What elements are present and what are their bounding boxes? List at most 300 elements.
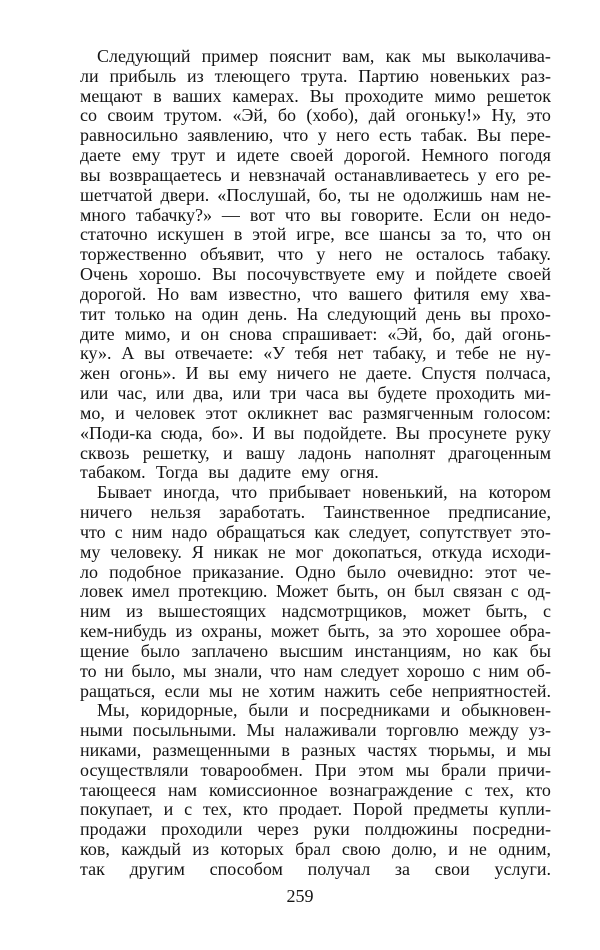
- text-line: [80, 662, 551, 682]
- word: шансы: [379, 224, 431, 245]
- word: трутом.: [164, 105, 223, 126]
- word: не: [338, 363, 357, 384]
- word: вы: [80, 164, 101, 185]
- word: что: [80, 521, 106, 542]
- text-line: [80, 206, 551, 226]
- word: охраны,: [201, 621, 262, 642]
- word: за: [378, 621, 394, 642]
- word: останавливаетесь: [334, 164, 469, 185]
- word: будете: [377, 383, 427, 404]
- word: с: [464, 779, 473, 800]
- word: со: [80, 105, 97, 126]
- word: долю,: [391, 839, 437, 860]
- word: торжественно: [80, 244, 187, 265]
- word: час,: [117, 383, 147, 404]
- word: вам,: [342, 46, 375, 66]
- word: и: [448, 839, 458, 860]
- word: и: [440, 700, 451, 721]
- word: этой: [252, 224, 287, 245]
- word: из: [192, 839, 210, 860]
- word: он: [532, 224, 551, 245]
- word: ему: [376, 264, 405, 285]
- word: налаживали: [284, 720, 377, 741]
- word: нельзя: [150, 502, 201, 523]
- word: каждый: [121, 839, 181, 860]
- word: дорогой.: [344, 145, 411, 166]
- text-line: [80, 622, 551, 642]
- word: никак: [213, 541, 259, 562]
- word: посредни-: [472, 819, 551, 840]
- text-line: [80, 265, 551, 285]
- word: Порой: [352, 799, 403, 820]
- word: Следующий: [97, 46, 191, 66]
- word: раз-: [520, 65, 551, 86]
- word: Если: [433, 204, 471, 225]
- word: него: [338, 244, 373, 265]
- word: посочувствуете: [246, 264, 366, 285]
- word: докопаться,: [333, 541, 423, 562]
- word: искушен: [157, 224, 224, 245]
- word: нам: [490, 184, 520, 205]
- text-line: [80, 106, 551, 126]
- word: статочно: [80, 224, 148, 245]
- word: идете: [236, 145, 280, 166]
- word: дите: [80, 323, 115, 344]
- word: уз-: [528, 720, 551, 741]
- word: и: [436, 343, 447, 364]
- word: заработать.: [218, 502, 306, 523]
- word: ним: [80, 601, 111, 622]
- word: или: [232, 383, 261, 404]
- word: табачку?»: [135, 204, 212, 225]
- word: продажи: [80, 819, 147, 840]
- word: Мы: [246, 720, 275, 741]
- word: он: [480, 204, 500, 225]
- word: из: [187, 65, 204, 86]
- word: мог: [295, 541, 324, 562]
- word: Таинственное: [323, 502, 430, 523]
- word: и: [180, 323, 191, 344]
- word: покупает,: [80, 799, 153, 820]
- word: был: [414, 581, 445, 602]
- word: в: [233, 224, 243, 245]
- text-line: [80, 503, 551, 523]
- word: это: [526, 105, 551, 126]
- word: ре-: [528, 164, 551, 185]
- word: размягченным: [362, 402, 474, 423]
- word: так: [80, 858, 105, 879]
- word: два,: [193, 383, 224, 404]
- paragraph: [80, 483, 551, 701]
- word: посредниками: [319, 700, 430, 721]
- word: день.: [247, 303, 288, 324]
- word: табаку,: [373, 343, 427, 364]
- word: не: [498, 343, 517, 364]
- word: хотим: [268, 680, 315, 701]
- word: хорошее: [435, 621, 501, 642]
- word: Тогда: [155, 462, 199, 483]
- word: мимо,: [124, 323, 171, 344]
- word: отвечаете:: [174, 343, 254, 364]
- text-line: [80, 543, 551, 563]
- word: од-: [527, 581, 551, 602]
- word: игре,: [296, 224, 335, 245]
- word: проходить: [435, 383, 515, 404]
- word: «Послушай,: [217, 184, 311, 205]
- word: дорогой.: [80, 283, 147, 304]
- word: объявит,: [199, 244, 265, 265]
- word: тюрьмы,: [428, 739, 496, 760]
- word: мы: [527, 739, 551, 760]
- word: вашу: [245, 442, 286, 463]
- word: ловек: [80, 581, 124, 602]
- word: свою: [341, 839, 381, 860]
- word: камерах.: [232, 85, 299, 106]
- word: осталось: [416, 244, 485, 265]
- word: связан: [452, 581, 503, 602]
- word: ло: [80, 561, 98, 582]
- word: Мы,: [97, 700, 130, 721]
- word: бо».: [211, 422, 244, 443]
- word: и: [230, 164, 240, 185]
- body-text: [80, 47, 551, 880]
- word: мы: [405, 759, 430, 780]
- text-line: [80, 424, 551, 444]
- word: ему: [238, 363, 268, 384]
- word: следующий: [327, 303, 417, 324]
- word: с: [472, 660, 481, 681]
- word: мы: [182, 660, 207, 681]
- word: было: [346, 561, 387, 582]
- word: мещают: [80, 85, 143, 106]
- word: но: [462, 640, 482, 661]
- word: сквозь: [80, 442, 130, 463]
- word: даете.: [366, 363, 412, 384]
- word: проходили: [161, 819, 243, 840]
- word: надо: [171, 521, 208, 542]
- word: вы: [470, 303, 492, 324]
- word: не: [241, 680, 260, 701]
- text-line: [80, 87, 551, 107]
- word: подойдете.: [303, 422, 387, 443]
- word: тит: [80, 303, 106, 324]
- word: заявлению,: [187, 125, 274, 146]
- word: погодя: [499, 145, 551, 166]
- word: просунете: [428, 422, 507, 443]
- word: ты: [349, 184, 370, 205]
- word: другим: [129, 858, 185, 879]
- word: щение: [80, 640, 130, 661]
- word: приказание.: [192, 561, 285, 582]
- word: он: [387, 581, 406, 602]
- word: инстанциям,: [354, 640, 452, 661]
- word: окликнет: [247, 402, 319, 423]
- word: Вы: [309, 85, 334, 106]
- word: пояснит: [269, 46, 332, 66]
- word: надсмотрщиков,: [281, 601, 407, 622]
- word: тебе: [455, 343, 489, 364]
- word: Ну,: [491, 105, 517, 126]
- word: он: [200, 323, 220, 344]
- word: А: [121, 343, 135, 364]
- word: руки: [313, 819, 350, 840]
- word: кто: [525, 779, 551, 800]
- word: бы: [529, 640, 551, 661]
- word: тлеющего: [214, 65, 291, 86]
- word: одним,: [498, 839, 551, 860]
- word: никами,: [80, 739, 142, 760]
- word: как: [314, 521, 340, 542]
- word: что: [282, 125, 309, 146]
- word: ку».: [80, 343, 112, 364]
- word: заплачено: [191, 640, 268, 661]
- text-line: [80, 741, 551, 761]
- word: дай: [465, 323, 493, 344]
- word: себе: [389, 680, 423, 701]
- word: вы: [273, 422, 295, 443]
- word: невзначай: [248, 164, 326, 185]
- word: в: [153, 85, 162, 106]
- word: частях: [367, 739, 418, 760]
- word: на: [459, 482, 477, 503]
- word: много: [80, 204, 126, 225]
- word: посыльными.: [132, 720, 237, 741]
- text-line: [80, 761, 551, 781]
- word: вашего: [348, 283, 403, 304]
- word: обращаться: [216, 521, 306, 542]
- word: может: [422, 601, 471, 622]
- word: только: [114, 303, 166, 324]
- word: продает.: [278, 799, 343, 820]
- word: обыкновен-: [461, 700, 551, 721]
- word: брали: [441, 759, 487, 780]
- text-line: [80, 523, 551, 543]
- word: Одно: [295, 561, 336, 582]
- text-line: [80, 186, 551, 206]
- text-line: [80, 305, 551, 325]
- word: что: [284, 204, 311, 225]
- word: тающееся: [80, 779, 157, 800]
- word: есть: [379, 125, 412, 146]
- word: ним: [131, 521, 163, 542]
- word: откуда: [431, 541, 483, 562]
- word: ни: [104, 660, 124, 681]
- text-line: [80, 642, 551, 662]
- word: или: [80, 383, 109, 404]
- word: брал: [295, 839, 331, 860]
- text-line: [80, 563, 551, 583]
- word: за: [394, 858, 411, 879]
- word: решеток: [486, 85, 551, 106]
- word: этом: [358, 759, 394, 780]
- word: имел: [131, 581, 170, 602]
- word: вы: [144, 343, 165, 364]
- word: проходите: [344, 85, 424, 106]
- word: новеньких: [429, 65, 511, 86]
- word: полдюжины: [364, 819, 458, 840]
- word: мы: [209, 680, 233, 701]
- word: снова: [229, 323, 273, 344]
- word: разных: [301, 739, 357, 760]
- word: этот: [205, 402, 238, 423]
- word: —: [221, 204, 240, 225]
- word: следует,: [348, 521, 411, 542]
- text-line: [80, 364, 551, 384]
- word: что: [496, 224, 523, 245]
- word: вы: [320, 204, 342, 225]
- text-line: [80, 582, 551, 602]
- word: и: [163, 799, 174, 820]
- text-line: [80, 483, 551, 503]
- word: нам: [303, 660, 333, 681]
- word: что: [311, 283, 338, 304]
- word: вышестоящих: [158, 601, 267, 622]
- word: или: [155, 383, 185, 404]
- word: ваших: [172, 85, 222, 106]
- word: ему: [480, 283, 509, 304]
- word: причи-: [498, 759, 551, 780]
- text-line: [80, 166, 551, 186]
- word: быть,: [327, 621, 370, 642]
- word: знали,: [214, 660, 263, 681]
- word: своей: [290, 145, 334, 166]
- word: на: [174, 303, 193, 324]
- word: Бывает: [97, 482, 152, 503]
- word: у: [477, 164, 487, 185]
- word: решетку,: [142, 442, 210, 463]
- word: полчаса,: [485, 363, 551, 384]
- word: с: [542, 601, 551, 622]
- word: На: [296, 303, 318, 324]
- word: было,: [131, 660, 176, 681]
- text-line: [80, 245, 551, 265]
- word: быть,: [485, 601, 528, 622]
- word: наполнят: [364, 442, 436, 463]
- word: бо: [277, 105, 297, 126]
- word: из: [175, 621, 193, 642]
- word: с: [510, 581, 519, 602]
- word: недо-: [509, 204, 551, 225]
- word: что: [270, 660, 296, 681]
- word: ми-: [523, 383, 551, 404]
- word: огонь».: [119, 363, 176, 384]
- word: его: [495, 164, 520, 185]
- word: получал: [307, 858, 371, 879]
- word: дадите: [239, 462, 292, 483]
- word: из: [126, 601, 143, 622]
- word: следует: [340, 660, 399, 681]
- word: как: [385, 46, 411, 66]
- word: это: [402, 621, 427, 642]
- word: Вы: [476, 125, 501, 146]
- word: Вы: [212, 264, 237, 285]
- word: человеку.: [110, 541, 182, 562]
- word: вам: [189, 283, 218, 304]
- word: способом: [209, 858, 283, 879]
- word: пример: [201, 46, 259, 66]
- word: если: [164, 680, 200, 701]
- word: и: [215, 145, 226, 166]
- word: купли-: [499, 799, 551, 820]
- word: услуги.: [494, 858, 551, 879]
- word: высшим: [279, 640, 344, 661]
- text-line: [80, 820, 551, 840]
- word: че-: [527, 561, 551, 582]
- word: кем-нибудь: [80, 621, 167, 642]
- word: и: [115, 402, 125, 423]
- word: подобное: [109, 561, 182, 582]
- word: пере-: [510, 125, 551, 146]
- word: ладонь: [298, 442, 352, 463]
- word: что: [277, 244, 304, 265]
- word: Но: [157, 283, 180, 304]
- word: «У: [263, 343, 285, 364]
- word: ним: [488, 660, 519, 681]
- word: не: [469, 839, 487, 860]
- word: у: [316, 244, 326, 265]
- word: были: [248, 700, 289, 721]
- text-line: [80, 384, 551, 404]
- word: фитиля: [413, 283, 470, 304]
- word: ничего: [276, 363, 330, 384]
- word: что: [231, 482, 258, 503]
- word: говорите.: [351, 204, 424, 225]
- word: и: [222, 442, 233, 463]
- word: не: [267, 541, 286, 562]
- word: протекцию.: [178, 581, 268, 602]
- word: предметы: [413, 799, 489, 820]
- word: бо,: [318, 184, 342, 205]
- word: ращаться,: [80, 680, 156, 701]
- word: дай: [368, 105, 396, 126]
- word: с: [114, 521, 123, 542]
- page-number: 259: [286, 886, 314, 906]
- word: исходи-: [491, 541, 551, 562]
- word: часа: [305, 383, 339, 404]
- word: двери.: [160, 184, 210, 205]
- word: не: [385, 244, 403, 265]
- text-line: [80, 404, 551, 424]
- word: котором: [488, 482, 551, 503]
- word: бо,: [432, 323, 456, 344]
- word: тебя: [294, 343, 328, 364]
- word: И: [185, 363, 199, 384]
- word: табаку.: [497, 244, 551, 265]
- word: этот: [484, 561, 517, 582]
- word: известно,: [228, 283, 302, 304]
- word: человек: [134, 402, 196, 423]
- word: и: [415, 264, 425, 285]
- word: об-: [526, 660, 551, 681]
- word: между: [468, 720, 519, 741]
- word: хва-: [519, 283, 551, 304]
- word: Вы: [395, 422, 420, 443]
- word: неприятностей.: [431, 680, 551, 701]
- word: вот: [249, 204, 275, 225]
- word: ными: [80, 720, 123, 741]
- text-line: [80, 126, 551, 146]
- text-line: [80, 444, 551, 464]
- word: спрашивает:: [282, 323, 378, 344]
- text-line: [80, 860, 551, 880]
- word: вас: [328, 402, 353, 423]
- word: нам: [168, 779, 198, 800]
- word: кто: [242, 799, 269, 820]
- word: Очень: [80, 264, 128, 285]
- text-line: [80, 701, 551, 721]
- text-line: [80, 344, 551, 364]
- text-line: [80, 225, 551, 245]
